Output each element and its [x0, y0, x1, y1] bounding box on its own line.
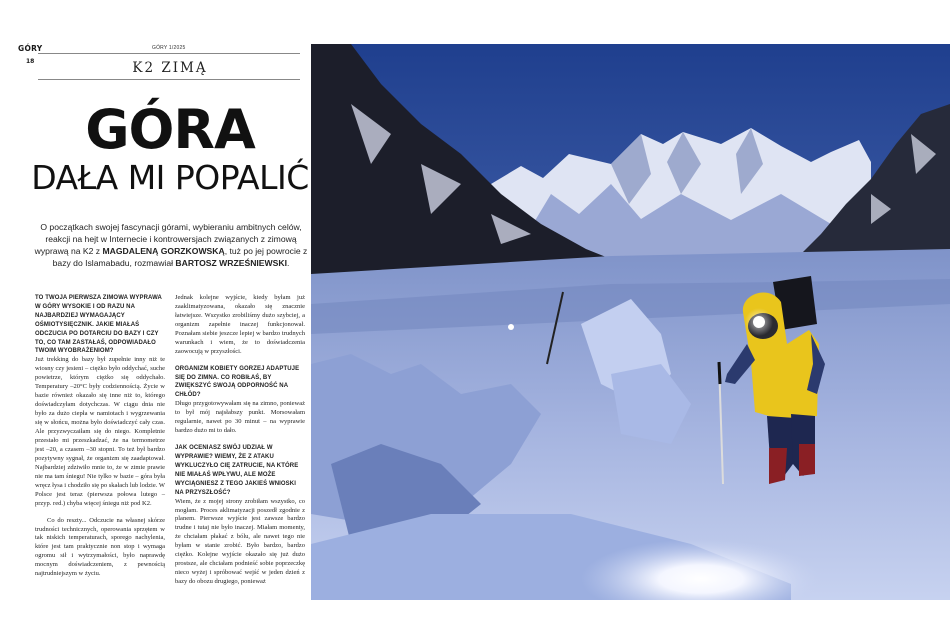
lead-interviewee: MAGDALENĄ GORZKOWSKĄ [102, 246, 225, 256]
question-1: TO TWOJA PIERWSZA ZIMOWA WYPRAWA W GÓRY WYSOKIE I OD RAZU NA NAJBARDZIEJ WYMAGAJĄCY OŚMIOTYSIĘCZNIK. JAKIE MIAŁAŚ ODCZUCIA PO DOTARCIU DO BAZY I CZY TO, CO TAM ZASTAŁAŚ, ODPOWIADAŁO TWOIM WYOBRAŻENIOM? [35, 295, 162, 355]
answer-1-end: Jednak kolejne wyjście, kiedy byłam już zaaklimatyzowana, okazało się znacznie łatwiejsze. Wszystko zrobiliśmy dużo szybciej, a organizm zapełnie inaczej funkcjonował. Poznałam siebie jeszcze lepiej w bardzo trudnych warunkach i wiem, że to doświadczenia zaowocują w przyszłości. [175, 294, 305, 355]
text-column-2 [175, 294, 305, 587]
answer-1: Już trekking do bazy był zupełnie inny niż te wiosny czy jesieni – ciężko było oddychać, suche powietrze, którym ciężko się oddychało. Temperatury –20°C były codziennością. Życie w bazie również okazało się inne niż to, którego doświadczyłam dotychczas. W ciągu dnia nie było za dużo ciepła w namiotach i wygrzewania się w słońcu, można było doświadczyć cały czas. Ale przyzwyczaiłam się do niego. Kompletnie przestało mi przeszkadzać, że na termometrze jest –20, a czasem –30 stopni. To też był bardzo pozytywny sygnał, że organizm się zaadaptował. Najbardziej zdziwiło mnie to, że w zimie prawie nie ma tam śniegu! Nie tylko w bazie – góra była wręcz łysa i chodziło się po skałach lub lodzie. W Polsce jest teraz (pierwsza połowa lutego – przyp. red.) chyba więcej śniegu niż pod K2. [35, 356, 165, 507]
trekking-pole-grip [719, 362, 720, 384]
lead-end: . [286, 258, 290, 268]
magazine-rubric: GÓRY [18, 44, 43, 53]
answer-1-continued: Co do reszty... Odczucie na własnej skórze trudności technicznych, operowania sprzętem w tak niskich temperaturach, sporego nachylenia, które jest tam praktycznie non stop i wymaga ogromu sił i wytrzymałości, było naprawdę mocnym doświadczeniem, z pewnością najtrudniejszym w życiu. [35, 516, 165, 578]
headline-line-1: GÓRA [85, 98, 255, 161]
headlamp-glow [745, 308, 773, 336]
answer-2: Długo przygotowywałam się na zimno, ponieważ to był mój najsłabszy punkt. Morsowałam regularnie, nawet po 30 minut – na wyprawie bardzo dużo mi to dało. [175, 400, 305, 435]
article-photo [311, 44, 950, 600]
section-title: K2 ZIMĄ [132, 60, 208, 76]
header-rule-top [38, 53, 300, 54]
lead-author: BARTOSZ WRZEŚNIEWSKI [175, 258, 287, 268]
answer-3: Wiem, że z mojej strony zrobiłam wszystko, co mogłam. Proces aklimatyzacji poszedł zgodnie z planem. Pierwsze wyjście jest zawsze bardzo trudne i tutaj nie było inaczej. Miałam momenty, że chciałam płakać z bólu, ale nawet tego nie byłam w stanie zrobić. Było bardzo, bardzo ciężko. Kolejne wyjście okazało się już dużo prostsze, ale chciałam podnieść sobie poprzeczkę nieco wyżej i spróbować wejść w jeden dzień z bazy do obozu drugiego, ponieważ [175, 497, 305, 586]
magazine-folio: GÓRY 1/2025 [152, 45, 186, 51]
text-column-1 [35, 294, 165, 579]
page-number: 18 [26, 58, 35, 65]
photo-illustration [311, 44, 950, 600]
right-boot [799, 444, 815, 476]
article-lead [30, 221, 312, 269]
header-rule-bottom [38, 79, 300, 80]
question-3: JAK OCENIASZ SWÓJ UDZIAŁ W WYPRAWIE? WIEMY, ŻE Z ATAKU WYKLUCZYŁO CIĘ ZATRUCIE, NA KTÓRE NIE MIAŁAŚ WPŁYWU, ALE MOŻE WYCIĄGNIESZ Z TEGO JAKIEŚ WNIOSKI NA PRZYSZŁOŚĆ? [175, 445, 299, 496]
distant-light [508, 324, 514, 330]
left-boot [769, 448, 787, 484]
lead-text-2: , tuż po jej powrocie z bazy do Islamabadu, rozmawiał [52, 246, 308, 268]
headline-line-2: DAŁA MI POPALIĆ [31, 158, 309, 197]
lead-text: O początkach swojej fascynacji górami, wybieraniu ambitnych celów, reakcji na hejt w Internecie i kontrowersjach związanych z zimową wyprawą na K2 z [34, 222, 302, 256]
question-2: ORGANIZM KOBIETY GORZEJ ADAPTUJE SIĘ DO ZIMNA. CO ROBIŁAŚ, BY ZWIĘKSZYĆ SWOJĄ ODPORNOŚĆ NA CHŁÓD? [175, 365, 300, 399]
